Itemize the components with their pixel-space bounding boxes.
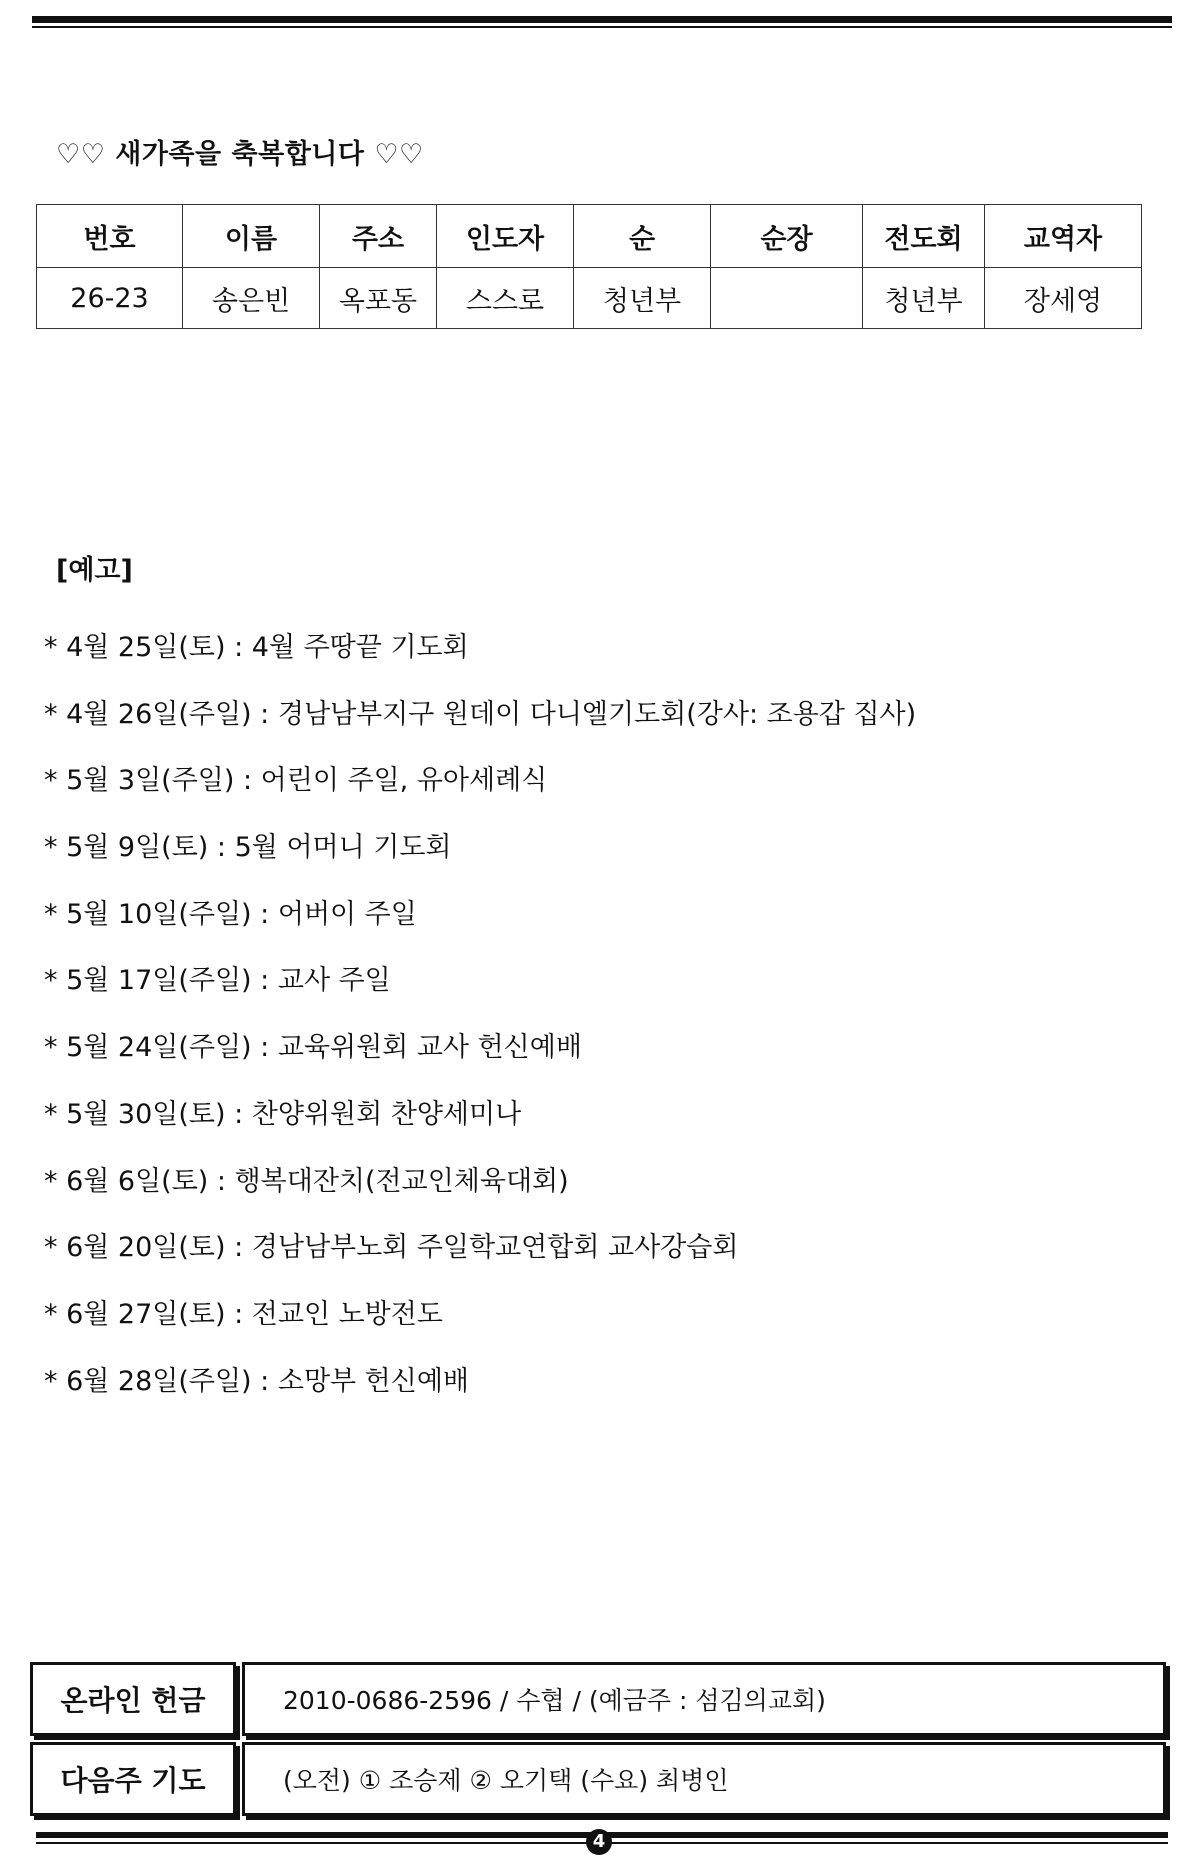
top-double-rule	[32, 16, 1172, 28]
notice-title: [예고]	[56, 555, 133, 586]
notice-item: * 6월 6일(토) : 행복대잔치(전교인체육대회)	[44, 1165, 569, 1197]
notice-item: * 6월 20일(토) : 경남남부노회 주일학교연합회 교사강습회	[44, 1232, 739, 1264]
notice-item: * 5월 30일(토) : 찬양위원회 찬양세미나	[44, 1098, 522, 1130]
page-number: 4	[586, 1829, 612, 1855]
cell-group: 청년부	[574, 268, 711, 329]
notice-item: * 5월 3일(주일) : 어린이 주일, 유아세례식	[44, 765, 548, 797]
column-header: 전도회	[863, 205, 985, 268]
notice-item: * 4월 25일(토) : 4월 주땅끝 기도회	[44, 632, 469, 663]
online-offering-label: 온라인 헌금	[30, 1662, 236, 1736]
column-header: 순	[574, 205, 711, 268]
notice-item: * 4월 26일(주일) : 경남남부지구 원데이 다니엘기도회(강사: 조용갑 집사)	[44, 698, 917, 730]
online-offering-value: 2010-0686-2596 / 수협 / (예금주 : 섬김의교회)	[242, 1662, 1166, 1736]
notice-item: * 6월 27일(토) : 전교인 노방전도	[44, 1298, 443, 1330]
notice-item: * 5월 17일(주일) : 교사 주일	[44, 965, 391, 997]
notice-list	[44, 630, 916, 1430]
column-header: 번호	[37, 205, 183, 268]
notice-item: * 5월 24일(주일) : 교육위원회 교사 헌신예배	[44, 1032, 582, 1064]
notice-item: * 6월 28일(주일) : 소망부 헌신예배	[44, 1365, 470, 1397]
new-family-table	[36, 204, 1142, 329]
column-header: 이름	[183, 205, 320, 268]
column-header: 주소	[320, 205, 437, 268]
notice-item: * 5월 9일(토) : 5월 어머니 기도회	[44, 832, 452, 864]
cell-guide: 스스로	[437, 268, 574, 329]
column-header: 인도자	[437, 205, 574, 268]
cell-mission-society: 청년부	[863, 268, 985, 329]
table-header-row	[37, 205, 1142, 268]
cell-pastor: 장세영	[985, 268, 1142, 329]
cell-address: 옥포동	[320, 268, 437, 329]
cell-group-leader	[711, 268, 863, 329]
cell-number: 26-23	[37, 268, 183, 329]
column-header: 교역자	[985, 205, 1142, 268]
new-family-heading: ♡♡ 새가족을 축복합니다 ♡♡	[56, 139, 424, 170]
table-row	[37, 268, 1142, 329]
next-prayer-label: 다음주 기도	[30, 1742, 236, 1816]
next-prayer-value: (오전) ① 조승제 ② 오기택 (수요) 최병인	[242, 1742, 1166, 1816]
column-header: 순장	[711, 205, 863, 268]
notice-item: * 5월 10일(주일) : 어버이 주일	[44, 898, 417, 930]
cell-name: 송은빈	[183, 268, 320, 329]
